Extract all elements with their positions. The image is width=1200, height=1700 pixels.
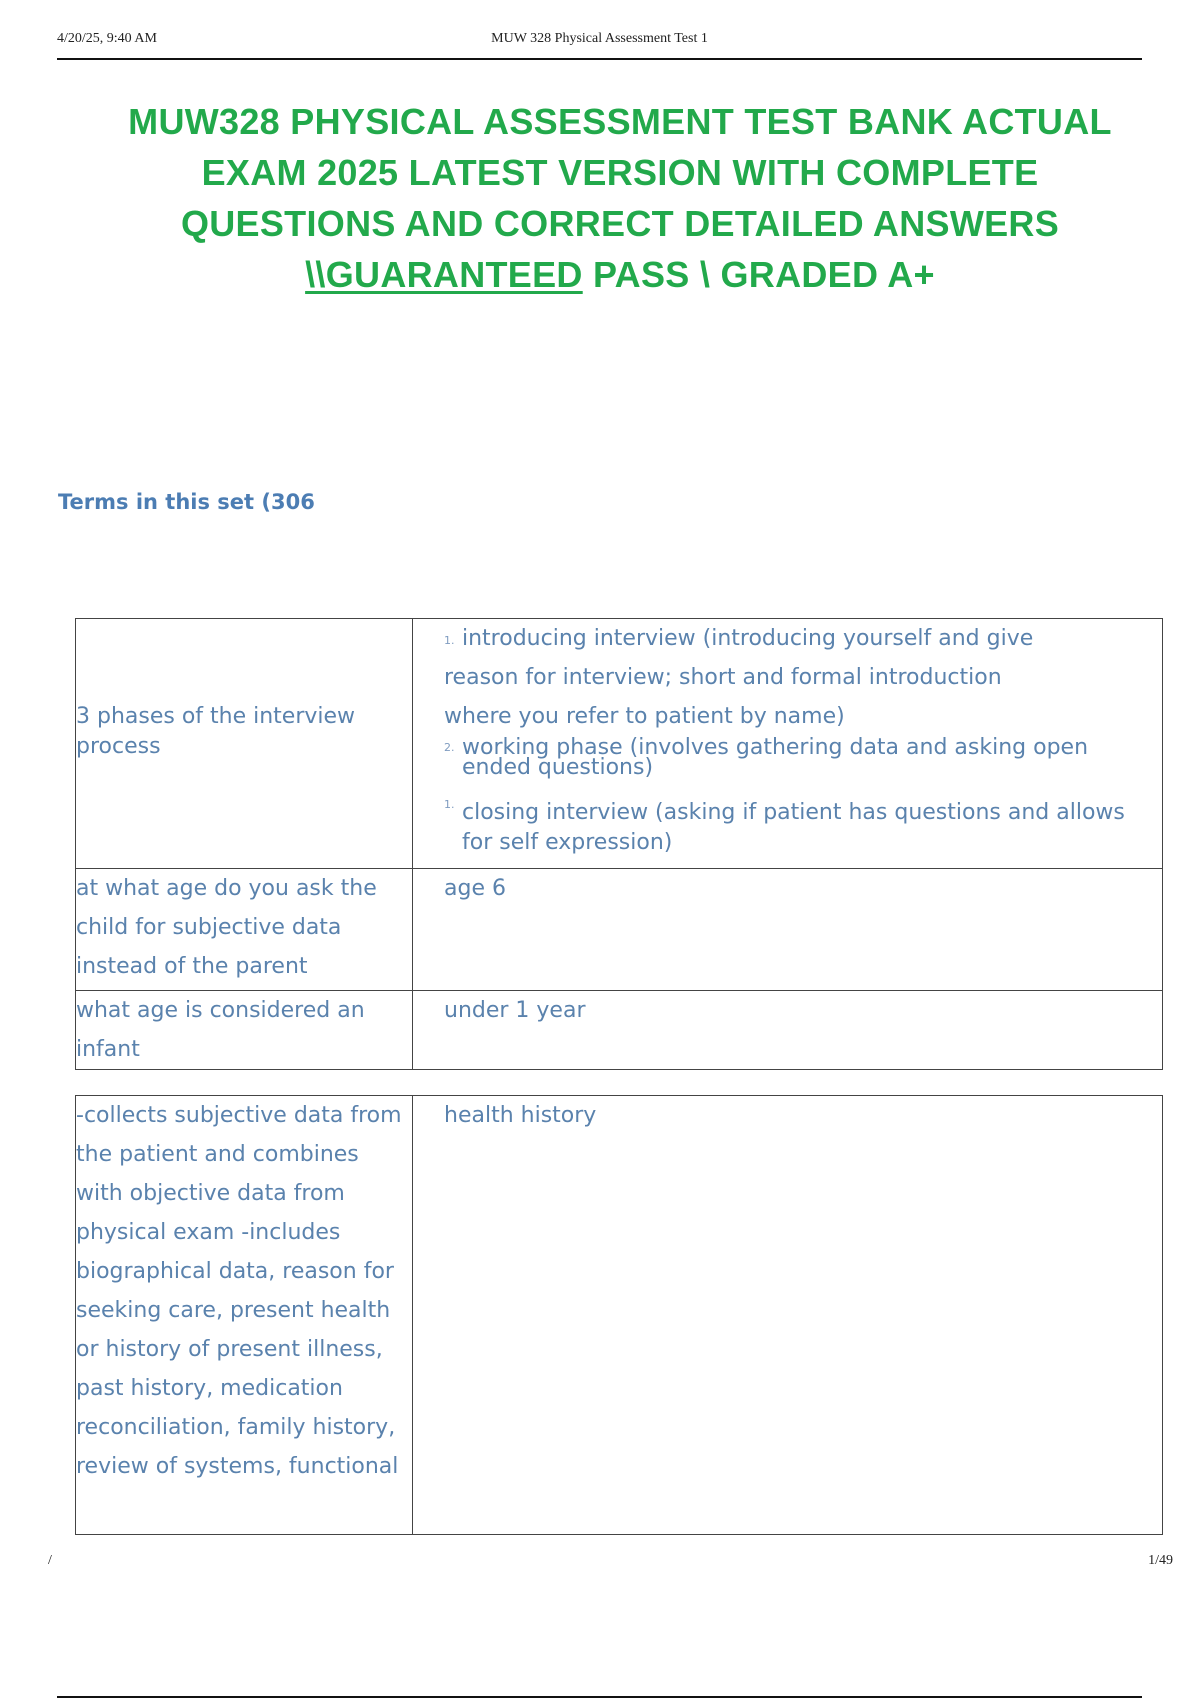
flashcard-table bbox=[75, 1095, 1163, 1535]
term-cell: -collects subjective data from the patient and combines with objective data from physical exam -includes biographical data, reason for seeking care, present health or history of present illness, past history, medication reconciliation, family history, review of systems, functional bbox=[76, 1096, 413, 1535]
definition-cell bbox=[413, 619, 1163, 869]
print-header bbox=[57, 28, 1142, 60]
title-rest-text: PASS \ GRADED A+ bbox=[582, 254, 935, 295]
title-underlined-text: \\GUARANTEED bbox=[305, 254, 583, 295]
page-number: 1/49 bbox=[1148, 1553, 1173, 1568]
document-title bbox=[40, 96, 1200, 300]
table-row bbox=[76, 869, 1163, 991]
footer-left-mark: / bbox=[48, 1553, 52, 1568]
term-cell: what age is considered an infant bbox=[76, 991, 413, 1070]
definition-cell: age 6 bbox=[413, 869, 1163, 991]
list-number: 1. bbox=[444, 634, 455, 647]
definition-cell: under 1 year bbox=[413, 991, 1163, 1070]
phase-line: closing interview (asking if patient has questions and allows for self expression) bbox=[462, 800, 1125, 855]
phase-item bbox=[444, 736, 1162, 788]
title-line-1: MUW328 PHYSICAL ASSESSMENT TEST BANK ACTUAL bbox=[128, 101, 1112, 142]
phase-line: reason for interview; short and formal introduction bbox=[444, 665, 1002, 690]
table-row bbox=[76, 991, 1163, 1070]
title-line-2: EXAM 2025 LATEST VERSION WITH COMPLETE bbox=[201, 152, 1039, 193]
list-number: 1. bbox=[444, 798, 455, 811]
term-cell: at what age do you ask the child for subjective data instead of the parent bbox=[76, 869, 413, 991]
list-number: 2. bbox=[444, 741, 455, 754]
term-cell: 3 phases of the interview process bbox=[76, 619, 413, 869]
definition-cell: health history bbox=[413, 1096, 1163, 1535]
table-row bbox=[76, 1096, 1163, 1535]
phase-item bbox=[444, 619, 1162, 658]
phase-line: working phase (involves gathering data and asking open ended questions) bbox=[462, 735, 1089, 780]
bottom-divider bbox=[57, 1696, 1142, 1698]
title-line-4 bbox=[40, 249, 1200, 300]
title-line-3: QUESTIONS AND CORRECT DETAILED ANSWERS bbox=[180, 203, 1060, 244]
terms-heading: Terms in this set (306 bbox=[58, 490, 315, 514]
table-row bbox=[76, 619, 1163, 869]
print-date: 4/20/25, 9:40 AM bbox=[57, 31, 157, 46]
phase-line: where you refer to patient by name) bbox=[444, 704, 845, 729]
phase-item bbox=[444, 788, 1162, 868]
flashcard-table bbox=[75, 618, 1163, 1070]
print-doc-title: MUW 328 Physical Assessment Test 1 bbox=[491, 31, 708, 46]
phase-line: introducing interview (introducing yourself and give bbox=[462, 626, 1034, 651]
